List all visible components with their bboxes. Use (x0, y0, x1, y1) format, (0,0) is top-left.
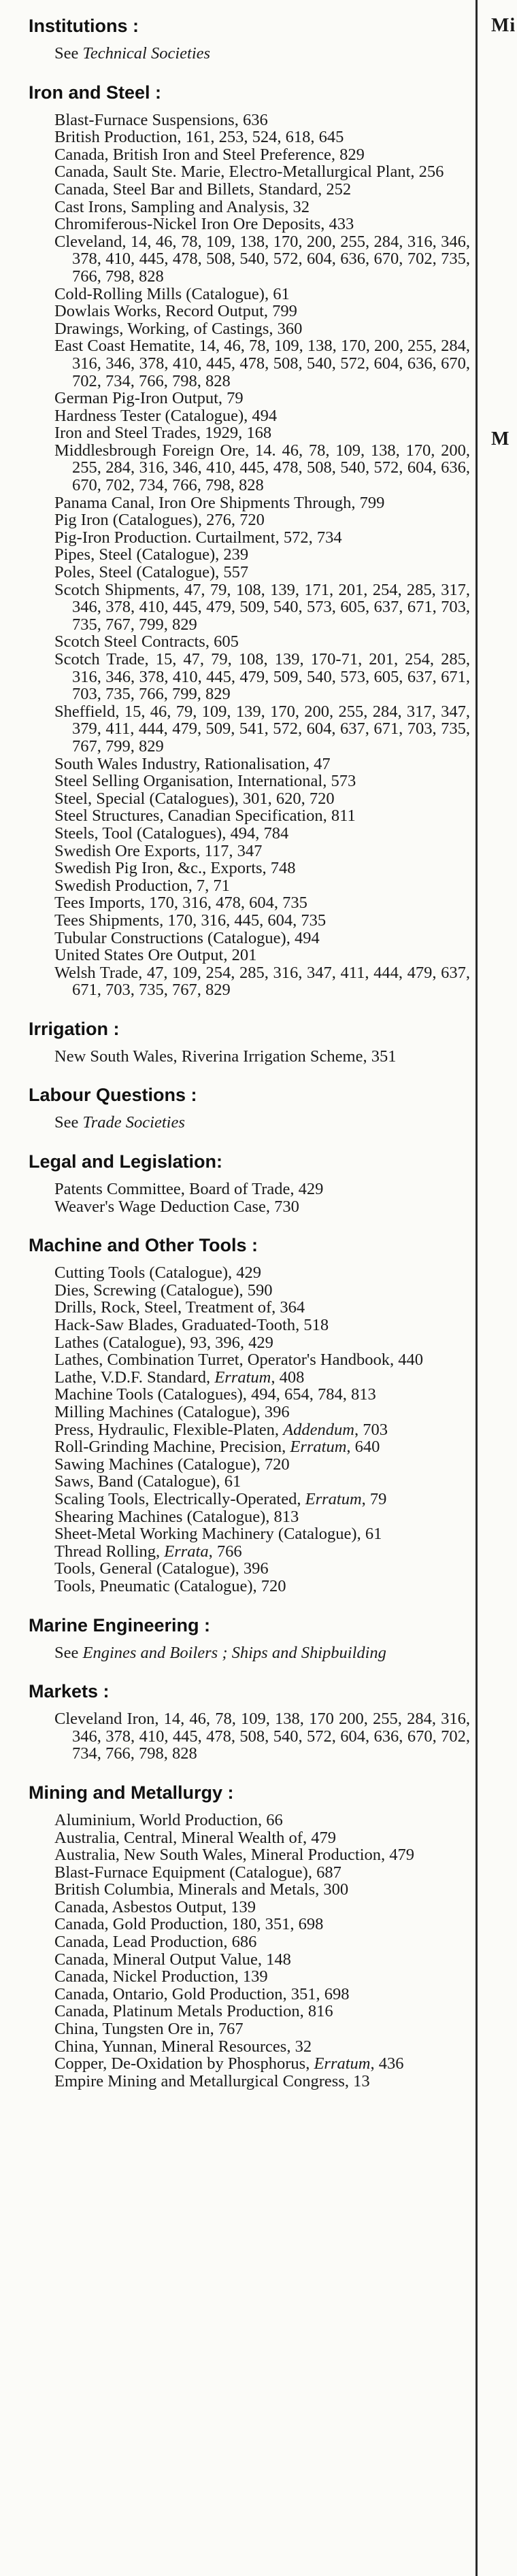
entry-text: German Pig-Iron Output, 79 (54, 389, 244, 408)
entry-text: East Coast Hematite, 14, 46, 78, 109, 138, 170, 200, 255, 284, 316, 346, 378, 410, 445, 478, 508, 540, 572, 604, 636, 670, 702, 734, 766, 798, 828 (54, 337, 470, 390)
entry-text: China, Yunnan, Mineral Resources, 32 (54, 2037, 312, 2056)
entry-text: Swedish Production, 7, 71 (54, 876, 230, 895)
index-entry (54, 216, 470, 233)
index-entry (54, 337, 470, 390)
index-entry (54, 894, 470, 912)
entry-text: Scotch Shipments, 47, 79, 108, 139, 171, 201, 254, 285, 317, 346, 378, 410, 445, 479, 509, 540, 573, 605, 637, 671, 703, 735, 767, 799, 829 (54, 580, 470, 634)
index-entry (54, 1916, 470, 1933)
entry-text: Chromiferous-Nickel Iron Ore Deposits, 433 (54, 215, 354, 234)
index-entry (54, 877, 470, 895)
index-entry (54, 1317, 470, 1334)
entry-text: China, Tungsten Ore in, 767 (54, 2020, 244, 2039)
entry-text: Tubular Constructions (Catalogue), 494 (54, 928, 320, 947)
index-entry (54, 1986, 470, 2003)
entry-text: Sheffield, 15, 46, 79, 109, 139, 170, 200, 255, 284, 317, 347, 379, 411, 444, 479, 509, 541, 572, 604, 637, 671, 703, 735, 767, 799, 829 (54, 702, 470, 756)
index-section (29, 15, 470, 63)
see-reference (54, 1644, 470, 1662)
index-entry (54, 581, 470, 634)
entry-pages: , 703 (354, 1420, 388, 1439)
index-entry (54, 1048, 470, 1066)
index-entry (54, 442, 470, 494)
entry-text: Swedish Ore Exports, 117, 347 (54, 841, 263, 860)
entry-text: Canada, Asbestos Output, 139 (54, 1897, 256, 1916)
index-entry (54, 199, 470, 216)
section-heading: Institutions : (29, 16, 139, 36)
entry-text: Pig-Iron Production. Curtailment, 572, 734 (54, 528, 342, 547)
see-target: Engines and Boilers ; Ships and Shipbuilding (82, 1643, 386, 1662)
index-entry (54, 633, 470, 651)
entry-text: Hardness Tester (Catalogue), 494 (54, 406, 278, 425)
see-target: Technical Societies (82, 44, 211, 63)
index-entry (54, 1710, 470, 1763)
index-entry (54, 1369, 470, 1387)
entry-text: Pipes, Steel (Catalogue), 239 (54, 545, 249, 564)
index-entry (54, 1968, 470, 1986)
entry-text: Milling Machines (Catalogue), 396 (54, 1403, 290, 1421)
index-entry (54, 912, 470, 930)
entry-text: British Columbia, Minerals and Metals, 300 (54, 1880, 349, 1899)
entry-text: Canada, Mineral Output Value, 148 (54, 1950, 291, 1969)
index-entry (54, 1386, 470, 1404)
entry-text: Pig Iron (Catalogues), 276, 720 (54, 511, 265, 530)
entry-text: Lathes (Catalogue), 93, 396, 429 (54, 1333, 273, 1352)
index-entry (54, 320, 470, 338)
index-entry (54, 1508, 470, 1526)
entry-text: Thread Rolling, (54, 1542, 165, 1561)
index-entry (54, 1438, 470, 1456)
index-entry (54, 1933, 470, 1951)
entry-text: Cutting Tools (Catalogue), 429 (54, 1264, 262, 1283)
entry-pages: , 766 (208, 1542, 242, 1561)
entry-text: Canada, Gold Production, 180, 351, 698 (54, 1915, 324, 1934)
entry-text: Tees Shipments, 170, 316, 445, 604, 735 (54, 911, 327, 930)
index-entry (54, 1543, 470, 1561)
index-entry (54, 1881, 470, 1899)
index-entry (54, 807, 470, 825)
index-entry (54, 181, 470, 199)
entry-pages: , 408 (271, 1368, 305, 1387)
entry-text: Lathes, Combination Turret, Operator's Handbook, 440 (54, 1351, 423, 1370)
entry-text: Australia, New South Wales, Mineral Production, 479 (54, 1846, 415, 1865)
right-column-heading-1: Mi (491, 15, 516, 36)
index-entry (54, 1578, 470, 1595)
entry-text: Cleveland, 14, 46, 78, 109, 138, 170, 200, 255, 284, 316, 346, 378, 410, 445, 478, 508, 540, 572, 604, 636, 670, 702, 735, 766, 798, 828 (54, 232, 470, 286)
see-prefix: See (54, 1643, 83, 1662)
index-section (29, 82, 470, 999)
index-entry (54, 651, 470, 703)
section-entries (29, 1644, 470, 1662)
index-entry (54, 790, 470, 808)
section-heading: Marine Engineering : (29, 1614, 211, 1636)
index-entry (54, 703, 470, 756)
index-entry (54, 1812, 470, 1829)
entry-text: Roll-Grinding Machine, Precision, (54, 1438, 290, 1457)
index-entry (54, 390, 470, 407)
see-reference (54, 1114, 470, 1132)
index-entry (54, 1491, 470, 1508)
index-entry (54, 529, 470, 547)
entry-text: Sheet-Metal Working Machinery (Catalogue), 61 (54, 1525, 382, 1544)
entry-text: Dies, Screwing (Catalogue), 590 (54, 1281, 273, 1300)
entry-text: Machine Tools (Catalogues), 494, 654, 784, 813 (54, 1385, 376, 1404)
entry-text: Cleveland Iron, 14, 46, 78, 109, 138, 170 200, 255, 284, 316, 346, 378, 410, 445, 478, 508, 540, 572, 604, 636, 670, 702, 734, 766, 798, 828 (54, 1710, 470, 1763)
entry-text: Poles, Steel (Catalogue), 557 (54, 563, 249, 582)
entry-text: Steel Structures, Canadian Specification, 811 (54, 807, 356, 826)
index-entry (54, 546, 470, 564)
entry-text: Tools, Pneumatic (Catalogue), 720 (54, 1576, 286, 1595)
entry-text: Sawing Machines (Catalogue), 720 (54, 1455, 290, 1474)
index-entry (54, 564, 470, 581)
index-entry (54, 930, 470, 947)
index-entry (54, 511, 470, 529)
entry-text: Scotch Trade, 15, 47, 79, 108, 139, 170-71, 201, 254, 285, 316, 346, 378, 410, 445, 479, 509, 540, 573, 605, 637, 671, 703, 735, 766, 799, 829 (54, 650, 470, 704)
index-entry (54, 1282, 470, 1300)
entry-pages: , 79 (361, 1489, 387, 1508)
entry-text: Cold-Rolling Mills (Catalogue), 61 (54, 284, 290, 303)
index-entry (54, 494, 470, 512)
index-entry (54, 756, 470, 773)
entry-pages: , 640 (346, 1438, 380, 1457)
entry-text: Lathe, V.D.F. Standard, (54, 1368, 215, 1387)
index-entry (54, 947, 470, 964)
entry-text: Empire Mining and Metallurgical Congress, 13 (54, 2071, 370, 2090)
index-entry (54, 1829, 470, 1847)
entry-text: Canada, Lead Production, 686 (54, 1933, 257, 1952)
section-entries (29, 1710, 470, 1763)
index-entry (54, 1198, 470, 1216)
entry-text: Dowlais Works, Record Output, 799 (54, 302, 297, 321)
index-entry (54, 1334, 470, 1352)
section-heading: Legal and Legislation: (29, 1151, 223, 1172)
section-heading: Iron and Steel : (29, 82, 162, 103)
entry-note: Erratum (314, 2054, 371, 2073)
index-entry (54, 146, 470, 164)
index-entry (54, 964, 470, 999)
section-entries (29, 112, 470, 999)
section-entries (29, 1264, 470, 1595)
entry-text: Patents Committee, Board of Trade, 429 (54, 1180, 324, 1199)
index-entry (54, 1421, 470, 1439)
entry-text: Scaling Tools, Electrically-Operated, (54, 1489, 305, 1508)
entry-pages: , 436 (370, 2054, 404, 2073)
entry-text: Weaver's Wage Deduction Case, 730 (54, 1197, 299, 1216)
entry-text: South Wales Industry, Rationalisation, 47 (54, 754, 331, 773)
index-entry (54, 303, 470, 320)
section-heading: Irrigation : (29, 1018, 120, 1039)
index-section (29, 1084, 470, 1132)
entry-text: Canada, Nickel Production, 139 (54, 1967, 268, 1986)
entry-text: Panama Canal, Iron Ore Shipments Through, 799 (54, 493, 385, 512)
index-entry (54, 424, 470, 442)
section-heading: Mining and Metallurgy : (29, 1782, 234, 1803)
index-entry (54, 2055, 470, 2073)
index-entry (54, 163, 470, 181)
entry-text: Aluminium, World Production, 66 (54, 1810, 283, 1829)
entry-text: Tools, General (Catalogue), 396 (54, 1559, 269, 1578)
entry-text: Swedish Pig Iron, &c., Exports, 748 (54, 859, 296, 878)
see-target: Trade Societies (82, 1113, 185, 1132)
entry-text: Canada, Sault Ste. Marie, Electro-Metallurgical Plant, 256 (54, 163, 444, 182)
entry-text: British Production, 161, 253, 524, 618, 645 (54, 128, 344, 147)
see-reference (54, 45, 470, 63)
index-section (29, 1018, 470, 1066)
section-entries (29, 1048, 470, 1066)
index-entry (54, 407, 470, 425)
entry-text: New South Wales, Riverina Irrigation Scheme, 351 (54, 1047, 397, 1066)
index-section (29, 1680, 470, 1763)
entry-text: Scotch Steel Contracts, 605 (54, 632, 239, 651)
see-prefix: See (54, 44, 83, 63)
entry-text: Shearing Machines (Catalogue), 813 (54, 1507, 299, 1526)
section-heading: Machine and Other Tools : (29, 1235, 258, 1256)
index-entry (54, 1899, 470, 1916)
index-entry (54, 1351, 470, 1369)
entry-text: Middlesbrough Foreign Ore, 14. 46, 78, 109, 138, 170, 200, 255, 284, 316, 346, 410, 445, 478, 508, 540, 572, 604, 636, 670, 702, 734, 766, 798, 828 (54, 441, 470, 495)
entry-text: Tees Imports, 170, 316, 478, 604, 735 (54, 894, 307, 913)
index-entry (54, 1846, 470, 1864)
section-entries (29, 45, 470, 63)
index-section (29, 1614, 470, 1662)
entry-text: Saws, Band (Catalogue), 61 (54, 1472, 241, 1491)
entry-text: Press, Hydraulic, Flexible-Platen, (54, 1420, 284, 1439)
index-entry (54, 1560, 470, 1578)
index-entry (54, 1404, 470, 1421)
entry-text: Canada, British Iron and Steel Preference, 829 (54, 145, 365, 164)
entry-text: Steels, Tool (Catalogues), 494, 784 (54, 824, 289, 843)
index-entry (54, 1864, 470, 1882)
entry-note: Erratum (305, 1489, 362, 1508)
entry-text: Steel, Special (Catalogues), 301, 620, 720 (54, 789, 335, 808)
index-entry (54, 2003, 470, 2020)
section-entries (29, 1812, 470, 2090)
entry-text: Copper, De-Oxidation by Phosphorus, (54, 2054, 314, 2073)
index-entry (54, 2038, 470, 2056)
index-entry (54, 233, 470, 286)
index-entry (54, 286, 470, 303)
entry-text: Welsh Trade, 47, 109, 254, 285, 316, 347, 411, 444, 479, 637, 671, 703, 735, 767, 829 (54, 963, 470, 1000)
index-section (29, 1234, 470, 1595)
entry-note: Erratum (214, 1368, 271, 1387)
index-entry (54, 860, 470, 877)
entry-note: Addendum (283, 1420, 354, 1439)
entry-note: Erratum (290, 1438, 347, 1457)
index-entry (54, 1181, 470, 1198)
entry-text: Iron and Steel Trades, 1929, 168 (54, 424, 272, 443)
index-entry (54, 112, 470, 129)
index-entry (54, 2073, 470, 2090)
entry-text: Hack-Saw Blades, Graduated-Tooth, 518 (54, 1316, 329, 1335)
entry-text: Blast-Furnace Equipment (Catalogue), 687 (54, 1863, 341, 1882)
see-prefix: See (54, 1113, 83, 1132)
index-section (29, 1782, 470, 2090)
index-section (29, 1151, 470, 1215)
index-entry (54, 129, 470, 146)
index-entry (54, 1456, 470, 1474)
index-entry (54, 825, 470, 843)
index-entry (54, 1264, 470, 1282)
index-entry (54, 773, 470, 790)
index-entry (54, 1525, 470, 1543)
entry-text: Australia, Central, Mineral Wealth of, 479 (54, 1828, 336, 1847)
entry-text: Drawings, Working, of Castings, 360 (54, 319, 303, 338)
index-entry (54, 1951, 470, 1969)
section-heading: Labour Questions : (29, 1085, 197, 1106)
entry-note: Errata (164, 1542, 209, 1561)
entry-text: Canada, Ontario, Gold Production, 351, 698 (54, 1984, 350, 2003)
entry-text: Drills, Rock, Steel, Treatment of, 364 (54, 1298, 305, 1317)
entry-text: Canada, Platinum Metals Production, 816 (54, 2002, 333, 2021)
entry-text: Steel Selling Organisation, International, 573 (54, 772, 356, 791)
index-right-column (478, 0, 517, 2576)
section-heading: Markets : (29, 1681, 110, 1702)
section-entries (29, 1114, 470, 1132)
right-column-heading-2: M (491, 428, 510, 450)
index-entry (54, 1299, 470, 1317)
entry-text: United States Ore Output, 201 (54, 946, 257, 965)
section-entries (29, 1181, 470, 1215)
index-entry (54, 1473, 470, 1491)
entry-text: Canada, Steel Bar and Billets, Standard, 252 (54, 180, 352, 199)
entry-text: Blast-Furnace Suspensions, 636 (54, 110, 268, 129)
index-entry (54, 2020, 470, 2038)
entry-text: Cast Irons, Sampling and Analysis, 32 (54, 197, 310, 216)
index-entry (54, 843, 470, 860)
